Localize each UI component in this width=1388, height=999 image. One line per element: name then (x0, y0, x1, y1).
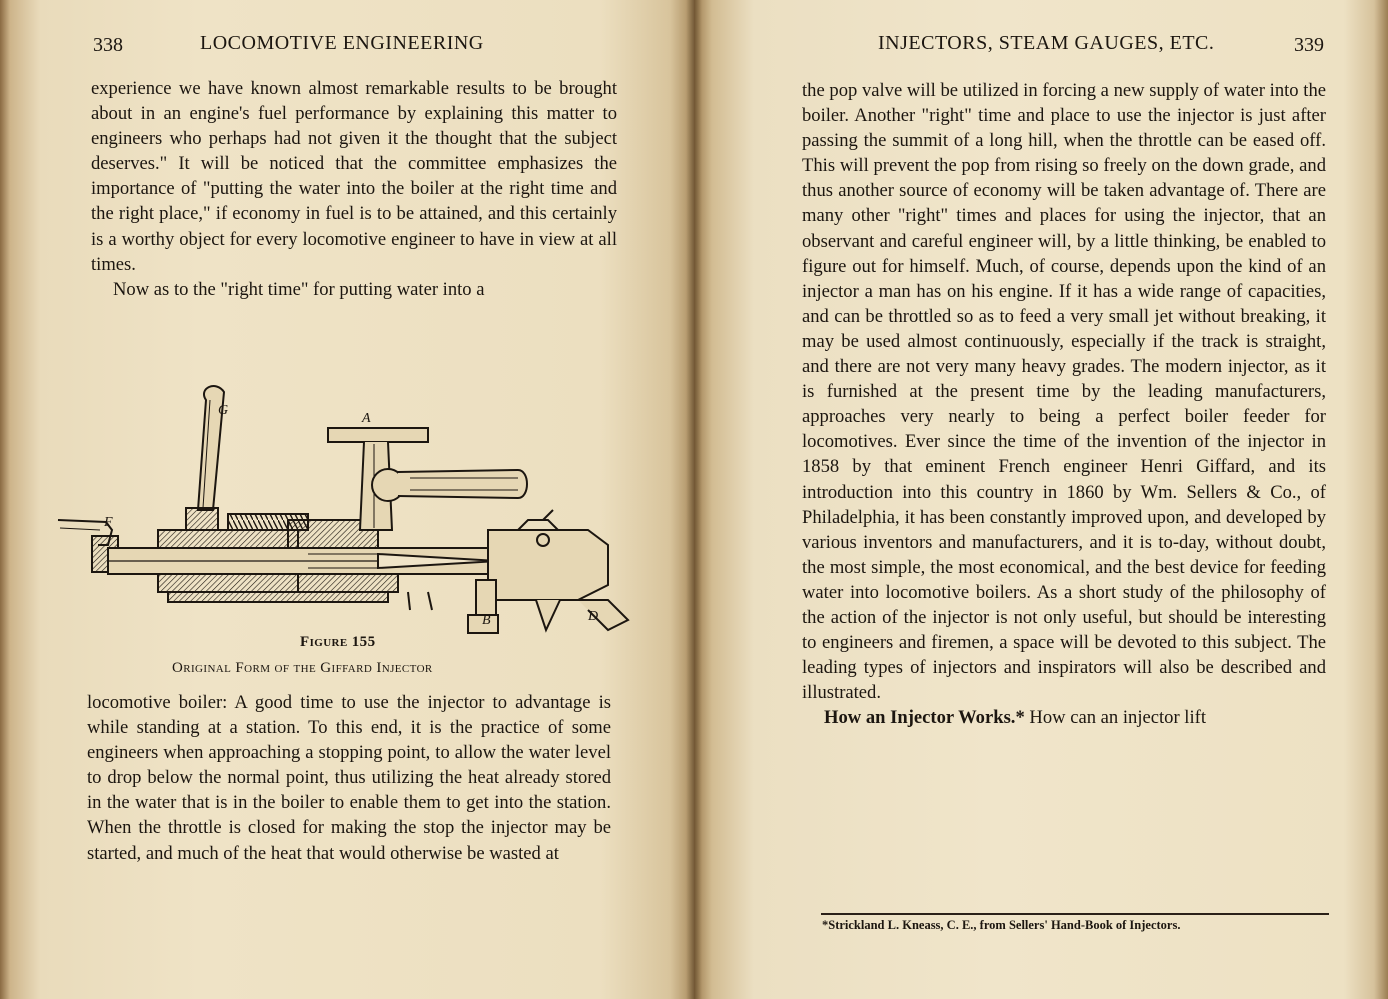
figure-label-g: G (218, 403, 229, 418)
left-body-top (91, 76, 617, 302)
footnote-rule (821, 913, 1329, 915)
right-page-number: 339 (1294, 34, 1324, 56)
giffard-injector-figure (48, 370, 648, 640)
right-paragraph-1: the pop valve will be utilized in forcing a new supply of water into the boiler. Another "right" time and place to use the injector is just after passing the summit of a long hill, when the throttle can be eased off. This will prevent the pop from rising so freely on the down grade, and thus another source of economy will be taken advantage of. There are many other "right" times and places for using the injector, that an observant and careful engineer will, by a little thinking, be enabled to figure out for himself. Much, of course, depends upon the kind of an injector a man has on his engine. If it has a wide range of capacities, and can be throttled so as to feed a very small jet without breaking, it may be used almost continuously, especially if the track is straight, and there are not very many heavy grades. The modern injector, as it is furnished at the present time by the leading manufacturers, approaches very nearly to being a perfect boiler feeder for locomotives. Ever since the time of the invention of the injector in 1858 by that eminent French engineer Henri Giffard, and its introduction into this country in 1860 by Wm. Sellers & Co., of Philadelphia, it has been constantly improved upon, and developed by various inventors and manufacturers, and it is to-day, without doubt, the most simple, the most economical, and the best device for feeding water into locomotive boilers. As a short study of the philosophy of the action of the injector is not only useful, but should be interesting to engineers and firemen, a space will be devoted to this subject. The leading types of injectors and inspirators will also be described and illustrated. (802, 80, 1326, 704)
left-running-head: LOCOMOTIVE ENGINEERING (200, 32, 484, 54)
figure-label-f: F (104, 515, 113, 530)
left-body-bottom (87, 690, 611, 866)
figure-label-a: A (362, 411, 371, 426)
section-heading: How an Injector Works.* (824, 707, 1025, 729)
figure-label-b: B (482, 613, 491, 628)
left-paragraph-3: locomotive boiler: A good time to use the injector to advantage is while standing at a station. To this end, it is the practice of some engineers when approaching a stopping point, to allow the water level to drop below the normal point, thus utilizing the heat already stored in the water that is in the boiler to enable them to get into the station. When the throttle is closed for making the stop the injector may be started, and much of the heat that would otherwise be wasted at (87, 692, 611, 864)
left-page-number: 338 (93, 34, 123, 56)
right-page (694, 0, 1388, 999)
figure-label-d: D (588, 609, 599, 624)
figure-number: Figure 155 (300, 634, 376, 650)
right-section-line (802, 705, 1326, 730)
footnote: *Strickland L. Kneass, C. E., from Sellers' Hand-Book of Injectors. (822, 918, 1181, 932)
left-paragraph-1: experience we have known almost remarkable results to be brought about in an engine's fuel performance by explaining this matter to engineers who perhaps had not given it the thought that the subject deserves." It will be noticed that the committee emphasizes the importance of "putting the water into the boiler at the right time and the right place," if economy in fuel is to be attained, and this certainly is a worthy object for every locomotive engineer to have in view at all times. (91, 78, 617, 275)
right-running-head: INJECTORS, STEAM GAUGES, ETC. (878, 32, 1215, 54)
section-start: How can an injector lift (1029, 707, 1206, 729)
book-gutter (686, 0, 702, 999)
right-body (802, 78, 1326, 730)
figure-caption: Original Form of the Giffard Injector (172, 660, 433, 676)
left-paragraph-2: Now as to the "right time" for putting water into a (113, 278, 485, 300)
